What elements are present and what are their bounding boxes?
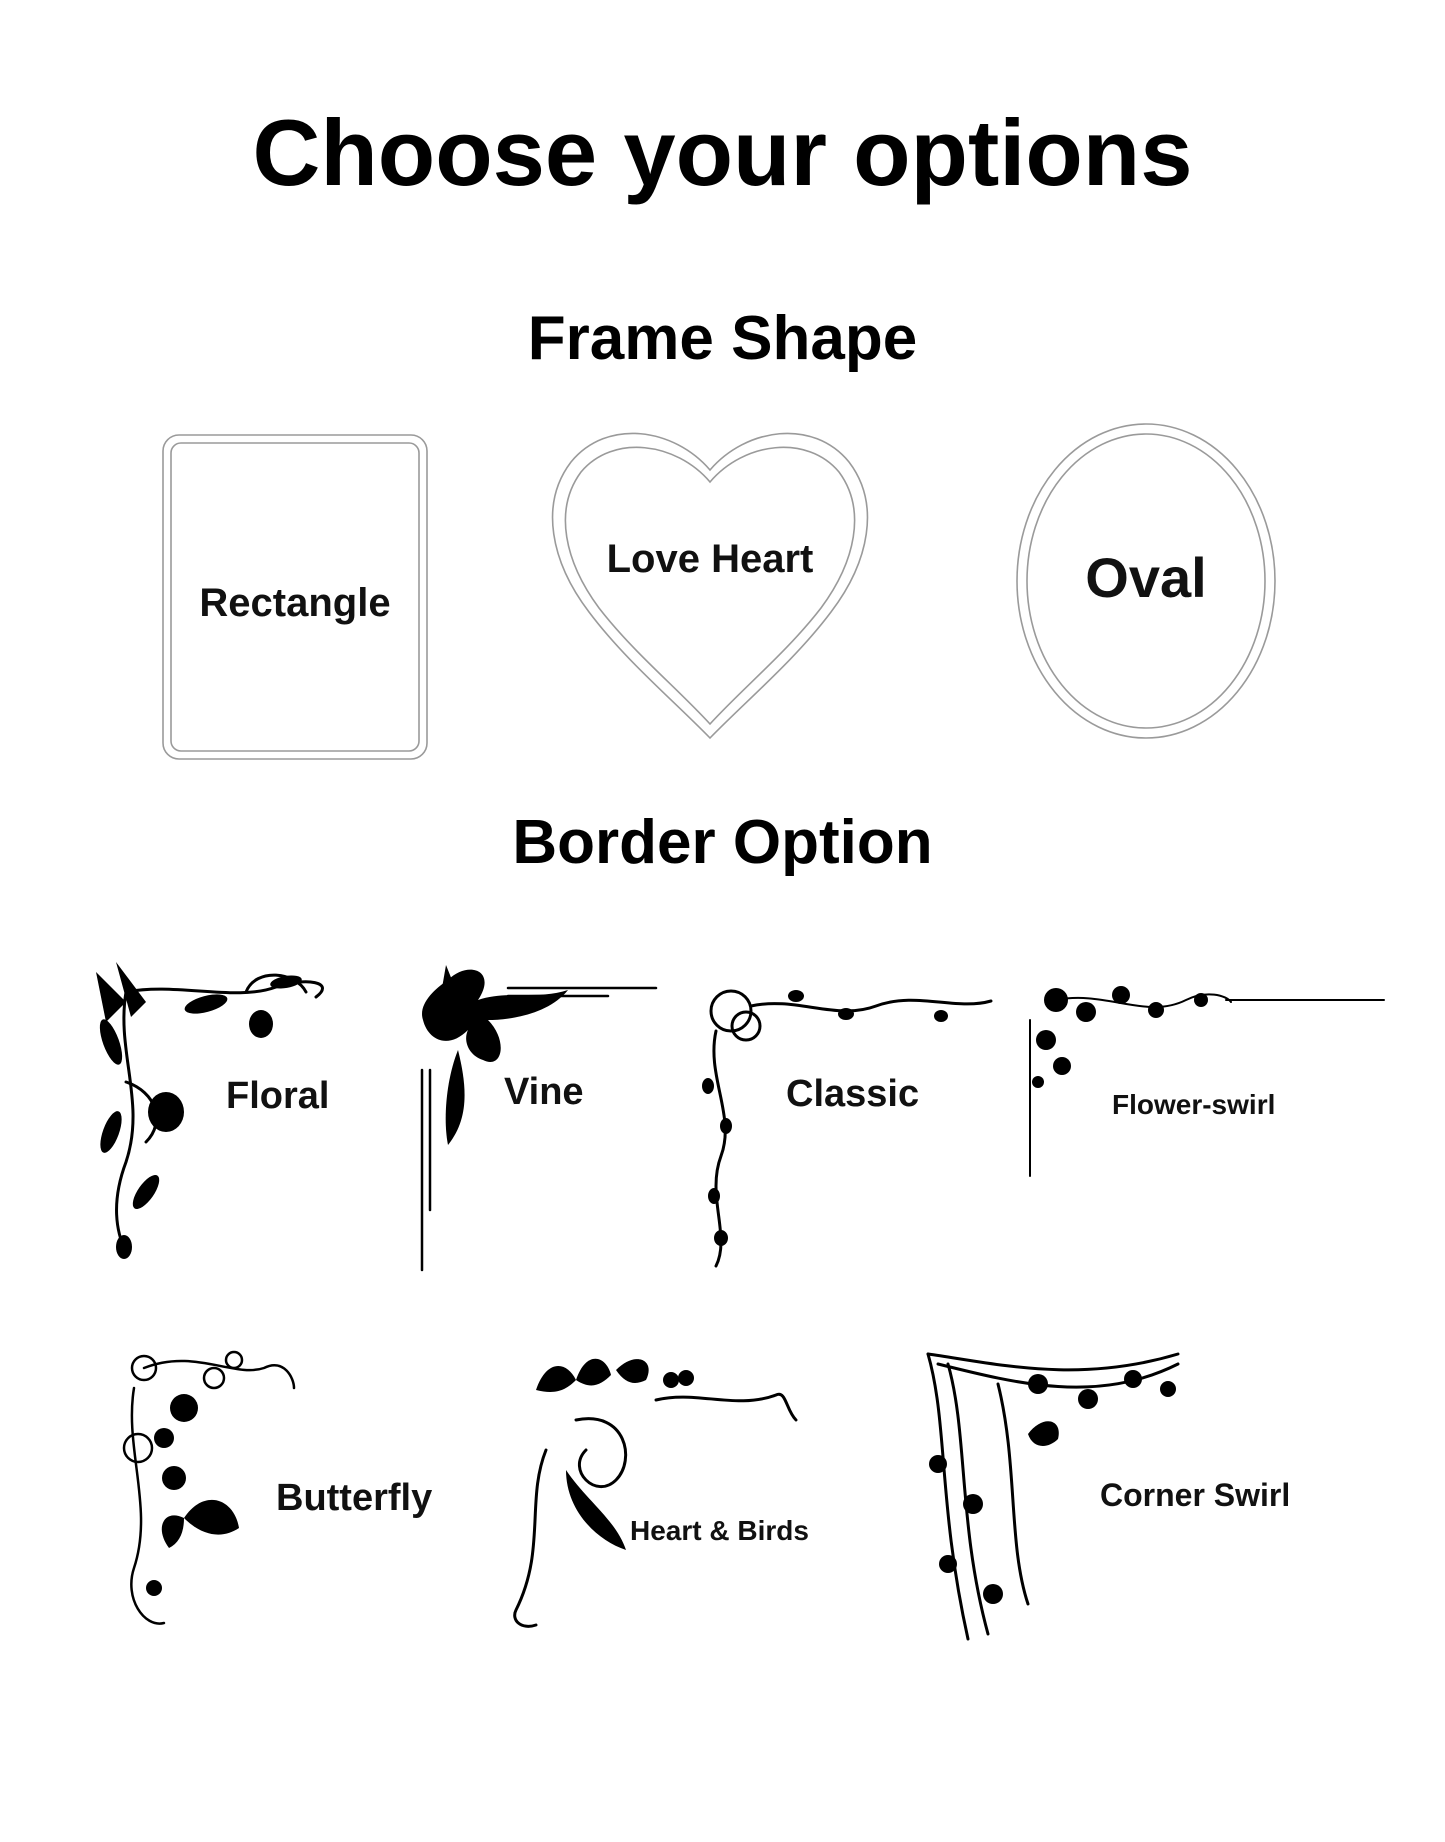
frame-option-oval[interactable] [1015,422,1277,740]
frame-option-rectangle[interactable] [162,434,428,760]
border-option-label: Vine [504,1071,584,1113]
classic-corner-icon [696,976,996,1276]
border-option-label: Heart & Birds [630,1515,809,1546]
frame-option-label: Love Heart [606,537,814,581]
border-option-butterfly[interactable] [114,1348,444,1638]
border-option-vine[interactable] [408,960,658,1272]
heart-birds-corner-icon [506,1350,826,1640]
border-option-label: Classic [786,1073,920,1115]
heart-frame-icon [551,424,869,742]
border-option-corner-swirl[interactable] [918,1344,1318,1644]
vine-corner-icon [408,960,658,1272]
border-option-label: Corner Swirl [1100,1477,1291,1513]
border-option-label: Flower-swirl [1112,1089,1276,1120]
border-option-floral[interactable] [86,962,386,1262]
page-title: Choose your options [252,100,1193,205]
border-option-flower-swirl[interactable] [1026,980,1386,1180]
border-option-label: Floral [226,1075,330,1117]
flower-swirl-corner-icon [1026,980,1386,1180]
frame-shape-heading: Frame Shape [527,304,918,373]
border-option-heading: Border Option [512,808,933,877]
frame-option-label: Rectangle [199,581,391,625]
frame-option-label: Oval [1085,546,1207,609]
border-option-label: Butterfly [276,1477,433,1519]
border-option-heart-birds[interactable] [506,1350,826,1640]
border-option-classic[interactable] [696,976,996,1276]
frame-option-love-heart[interactable] [551,424,869,742]
